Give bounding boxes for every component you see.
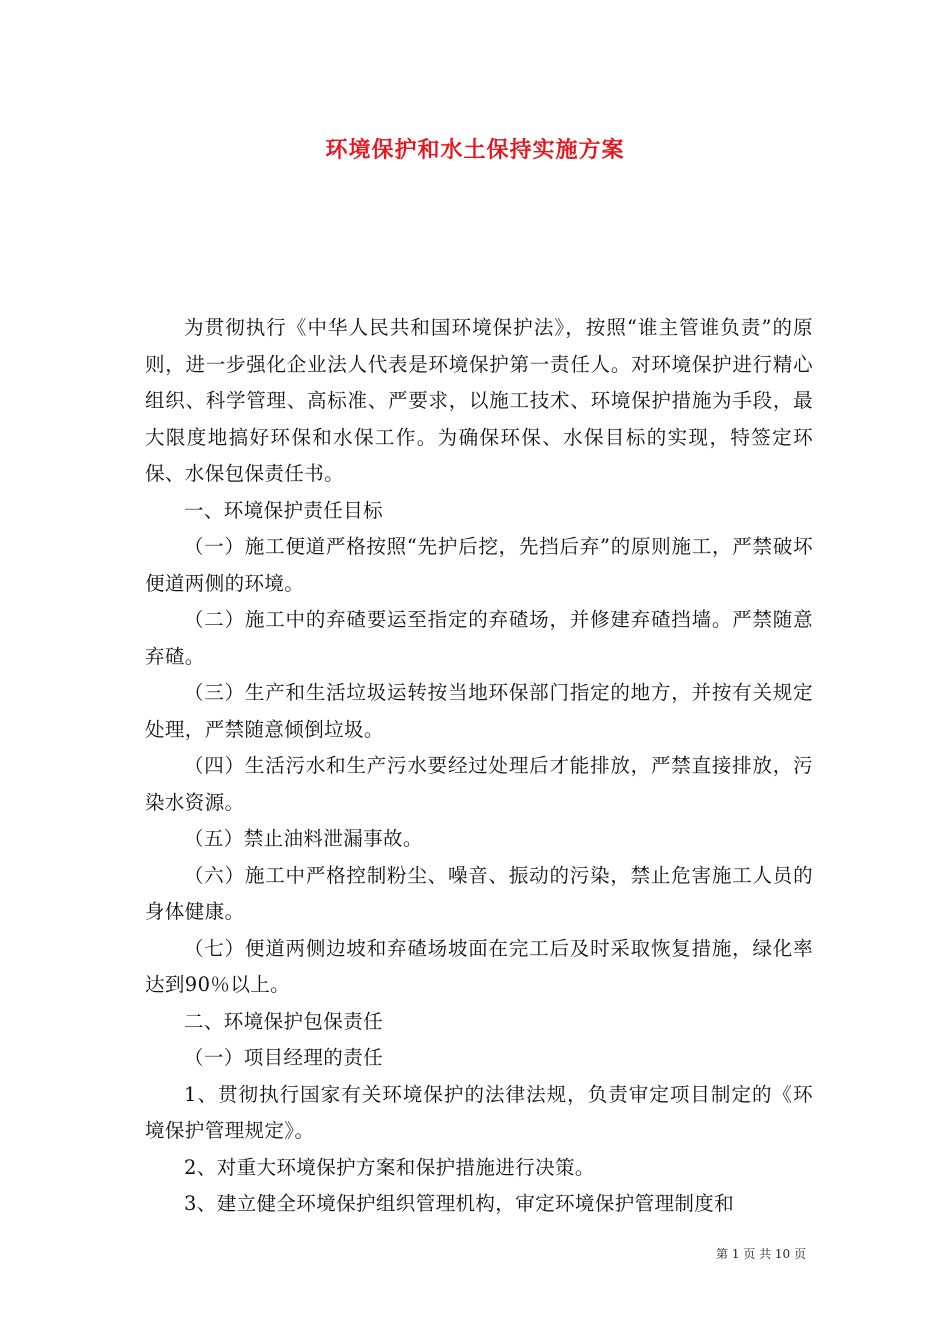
paragraph-item: 3、建立健全环境保护组织管理机构，审定环境保护管理制度和 xyxy=(184,1192,735,1215)
heading-section-1: 一、环境保护责任目标 xyxy=(184,498,384,522)
paragraph-item: （七）便道两侧边坡和弃碴场坡面在完工后及时采取恢复措施，绿化率达到90％以上。 xyxy=(145,936,813,996)
document-body xyxy=(145,310,813,1223)
paragraph-item: 2、对重大环境保护方案和保护措施进行决策。 xyxy=(184,1155,595,1179)
paragraph-item: （一）施工便道严格按照“先护后挖，先挡后弃”的原则施工，严禁破坏便道两侧的环境。 xyxy=(145,535,813,595)
paragraph-item: 1、贯彻执行国家有关环境保护的法律法规，负责审定项目制定的《环境保护管理规定》。 xyxy=(145,1082,813,1142)
paragraph-item: （五）禁止油料泄漏事故。 xyxy=(184,827,423,850)
heading-section-2: 二、环境保护包保责任 xyxy=(184,1009,384,1033)
document-title: 环境保护和水土保持实施方案 xyxy=(325,137,625,163)
paragraph-item: （四）生活污水和生产污水要经过处理后才能排放，严禁直接排放，污染水资源。 xyxy=(145,754,813,814)
paragraph-intro: 为贯彻执行《中华人民共和国环境保护法》，按照“谁主管谁负责”的原则，进一步强化企业法人代表是环境保护第一责任人。对环境保护进行精心组织、科学管理、高标准、严要求，以施工技术、环境保护措施为手段，最大限度地搞好环保和水保工作。为确保环保、水保目标的实现，特签定环保、水保包保责任书。 xyxy=(145,316,813,485)
paragraph-item: （二）施工中的弃碴要运至指定的弃碴场，并修建弃碴挡墙。严禁随意弃碴。 xyxy=(145,608,813,668)
paragraph-item: （三）生产和生活垃圾运转按当地环保部门指定的地方，并按有关规定处理，严禁随意倾倒垃圾。 xyxy=(145,681,813,741)
page-number: 第 1 页 共 10 页 xyxy=(716,1247,806,1261)
paragraph-item: （六）施工中严格控制粉尘、噪音、振动的污染，禁止危害施工人员的身体健康。 xyxy=(145,863,813,923)
subheading: （一）项目经理的责任 xyxy=(184,1046,384,1069)
